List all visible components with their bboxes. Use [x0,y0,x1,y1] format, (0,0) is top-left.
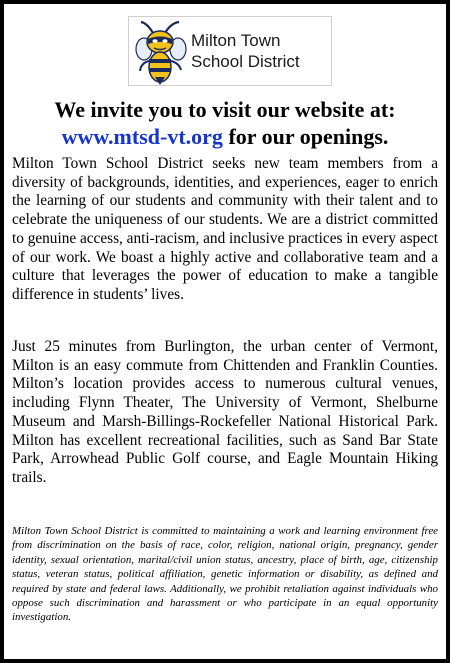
district-name [191,30,300,72]
nondiscrimination-statement: Milton Town School District is committed to maintaining a work and learning environment free from discrimination on the basis of race, color, religion, national origin, pregnancy, gender identity, sexual orientation, marital/civil union status, ancestry, place of birth, age, citizenship status, veteran status, political affiliation, genetic information or disability, as defined and required by state and federal laws. Additionally, we prohibit retaliation against individuals who oppose such discrimination and harassment or who participate in an equal opportunity investigation. [12,525,438,624]
yellow-jacket-mascot-icon [135,19,187,85]
headline [12,96,438,150]
district-name-line2: School District [191,52,300,71]
mission-paragraph: Milton Town School District seeks new team members from a diversity of backgrounds, identities, and experiences, eager to enrich the learning of our students and community with their talent and to celebrate the uniqueness of our students. We are a district committed to genuine access, anti-racism, and inclusive practices in every aspect of our work. We boast a highly active and collaborative team and a culture that leverages the power of education to make a tangible difference in students’ lives. [12,155,439,303]
headline-line2-suffix: for our openings. [222,124,389,149]
district-logo [128,16,332,86]
headline-line1: We invite you to visit our website at: [54,97,396,122]
location-paragraph: Just 25 minutes from Burlington, the urban center of Vermont, Milton is an easy commute from Chittenden and Franklin Counties. Milton’s location provides access to numerous cultural venues, including Flynn Theater, The University of Vermont, Shelburne Museum and Marsh-Billings-Rockefeller National Historical Park. Milton has excellent recreational facilities, such as Sand Bar State Park, Arrowhead Public Golf course, and Eagle Mountain Hiking trails. [12,338,438,486]
website-link[interactable]: www.mtsd-vt.org [61,124,223,149]
district-name-line1: Milton Town [191,31,281,50]
